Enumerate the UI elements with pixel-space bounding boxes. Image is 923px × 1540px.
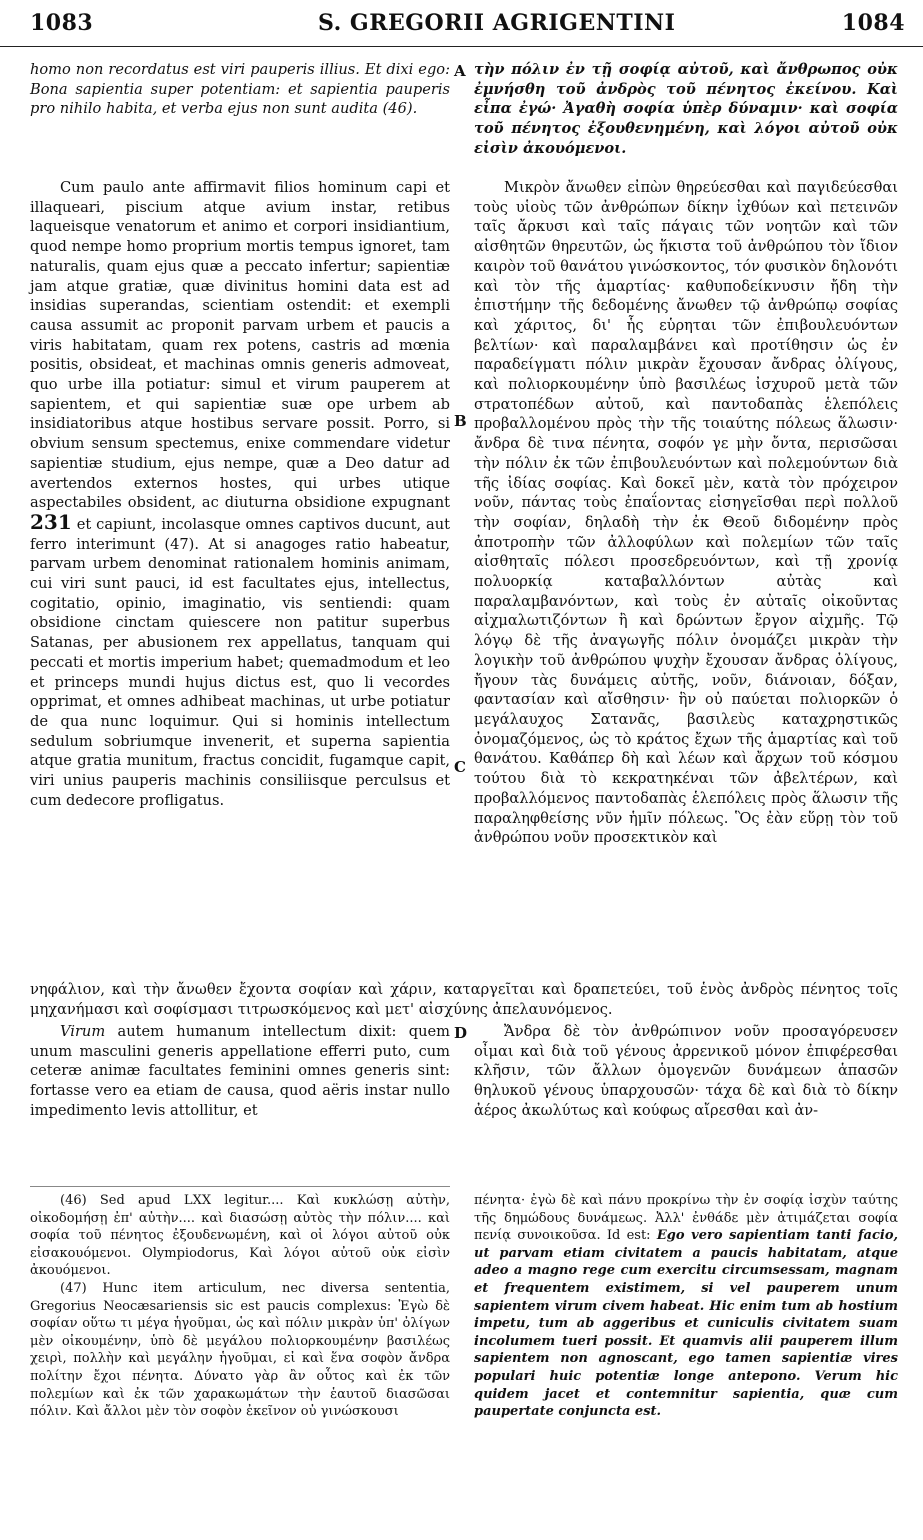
page-number-right: 1084 xyxy=(841,10,905,36)
footnote-47-latin: Ego vero sapientiam tanti facio, ut parvam etiam civitatem a paucis habitatam, atque adeo a magno rege cum exercitu circumsessam, magnam et frequentem existimem, si vel pauperem unum sapientem virum civem habeat. Hic enim tum ab hostium impetu, tum ab aggeribus et cuniculis civitatem suam incolumem tueri possit. Et quamvis alii pauperem illum sapientem non agnoscant, ego tamen sapientiæ vires populari huic potentiæ longe antepono. Verum hic quidem jacet et contemnitur sapientia, quæ cum paupertate conjuncta est. xyxy=(474,1228,899,1420)
section-marker-c: C xyxy=(454,758,466,776)
greek-intro: τὴν πόλιν ἐν τῇ σοφίᾳ αὐτοῦ, καὶ ἄνθρωπος οὐκ ἐμνήσθη τοῦ ἀνδρὸς τοῦ πένητος ἐκείνου. Καὶ εἶπα ἐγώ· Ἀγαθὴ σοφία ὑπὲρ δύναμιν· καὶ σοφία τοῦ πένητος ἐξουθενημένη, καὶ λόγοι αὐτοῦ οὐκ εἰσὶν ἀκουόμενοι. xyxy=(474,61,898,157)
greek-paragraph-1: Μικρὸν ἄνωθεν εἰπὼν θηρεύεσθαι καὶ παγιδεύεσθαι τοὺς υἱοὺς τῶν ἀνθρώπων δίκην ἰχθύων καὶ πετεινῶν ταῖς ἄρκυσι καὶ ταῖς πάγαις τῶν νοητῶν καὶ τῶν αἰσθητῶν θηρευτῶν, ὡς ἥκιστα τοῦ ἀνθρώπου τὸν ἴδιον καιρὸν τοῦ θανάτου γινώσκοντος, τόν φυσικὸν δηλονότι καὶ τὸν τῆς ἁμαρτίας· καθυποδείκνυσιν ἤδη τὴν ἐπιστήμην τῆς δεδομένης ἄνωθεν τῷ ἀνθρώπῳ σοφίας καὶ χάριτος, δι' ἧς εὑρηται τῶν ἐπιβουλευόντων βελτίων· καὶ παραλαμβάνει καὶ προτίθησιν ὡς ἐν παραδείγματι πόλιν μικρὰν ἔχουσαν ἄνδρας ὀλίγους, καὶ πολιορκουμένην ὑπὸ βασιλέως ἰσχυροῦ μετὰ τῶν στρατοπέδων αὐτοῦ, καὶ παντοδαπὰς ἑλεπόλεις προβαλλομένου πρὸς τὴν τῆς τοιαύτης πόλεως ἅλωσιν· ἄνδρα δὲ τινα πένητα, σοφόν γε μὴν ὄντα, περισῶσαι τὴν πόλιν ἐκ τῶν ἐπιβουλευόντων καὶ πολεμούντων διὰ τῆς ἰδίας σοφίας. Καὶ δοκεῖ μὲν, κατὰ τὸν πρόχειρον νοῦν, πάντας τοὺς ἐπαΐοντας εἰσηγεῖσθαι περὶ πολλοῦ τὴν σοφίαν, δηλαδὴ τὴν ἐκ Θεοῦ διδομένην πρὸς ἀποτροπὴν τῶν ἀλλοφύλων καὶ πολεμίων τῶν ταῖς αἰσθηταῖς πόλεσι προσεδρευόντων, καὶ τῇ χρονίᾳ πολυορκίᾳ καταβαλλόντων αὐτὰς καὶ παραλαμβανόντων, καὶ τοὺς ἐν αὐταῖς οἰκοῦντας αἰχμαλωτιζόντων ἢ καὶ δρώντων ἔργον αἰχμῆς. Τῷ λόγῳ δὲ τῆς ἀναγωγῆς πόλιν ὀνομάζει μικρὰν τὴν λογικὴν τοῦ ἀνθρώπου ψυχὴν ἔχουσαν ἄνδρας ὀλίγους, ἤγουν τὰς δυνάμεις αὐτῆς, νοῦν, διάνοιαν, δόξαν, φαντασίαν καὶ αἴσθησιν· ἣν οὐ παύεται πολιορκῶν ὁ μεγάλαυχος Σατανᾶς, βασιλεὺς καταχρηστικῶς ὀνομαζόμενος, ὡς τὸ κράτος ἔχων τῆς ἁμαρτίας καὶ τοῦ θανάτου. Καθάπερ δὴ καὶ λέων καὶ ἄρχων τοῦ κόσμου τούτου διὰ τὸ κεκρατηκέναι τῶν ἀβελτέρων, καὶ προβαλλόμενος παντοδαπὰς ἑλεπόλεις πρὸς ἅλωσιν τῆς παραληφθείσης νῦν ἡμῖν πόλεως. Ὃς ἐὰν εὕρῃ τὸν τοῦ ἀνθρώπου νοῦν προσεκτικὸν καὶ xyxy=(474,179,898,847)
section-marker-b: B xyxy=(454,412,467,430)
footnote-46: (46) Sed apud LXX legitur.... Καὶ κυκλώσῃ αὐτὴν, οἰκοδομήσῃ ἐπ' αὐτὴν.... καὶ διασώσῃ αὐτὸς τὴν πόλιν.... καὶ σοφία τοῦ πένητος ἐξουδενωμένη, καὶ οἱ λόγοι αὐτοῦ οὐκ εἰσακουόμενοι. Olympiodorus, Καὶ λόγοι αὐτοῦ οὐκ εἰσὶν ἀκουόμενοι. xyxy=(30,1193,450,1279)
footnote-47-id-est: Id est: xyxy=(606,1228,651,1244)
greek-full-width-line: νηφάλιον, καὶ τὴν ἄνωθεν ἔχοντα σοφίαν καὶ χάριν, καταργεῖται καὶ δραπετεύει, τοῦ ἑνὸς ἀνδρὸς πένητος τοῖς μηχανήμασι καὶ σοφίσμασι τιτρωσκόμενος καὶ μετ' αἰσχύνης ἀπελαυνόμενος. xyxy=(30,981,898,1018)
page-number-left: 1083 xyxy=(30,10,94,36)
latin-paragraph-2-lead: Virum xyxy=(60,1023,106,1040)
section-marker-a: A xyxy=(454,62,466,80)
latin-intro: homo non recordatus est viri pauperis illius. Et dixi ego: Bona sapientia super potentiam: et sapientia pauperis pro nihilo habita, et verba ejus non sunt audita (46). xyxy=(30,61,450,118)
latin-paragraph-1 xyxy=(30,178,450,811)
footnote-47-continued xyxy=(474,1192,898,1421)
footnote-47-greek: πένητα· ἐγὼ δὲ καὶ πάνυ προκρίνω τὴν ἐν σοφίᾳ ἰσχὺν ταύτης τῆς δημώδους δυνάμεως. Ἀλλ' ἐνθάδε μὲν ἀτιμάζεται σοφία πενίᾳ συνοικοῦσα. xyxy=(474,1193,898,1244)
latin-paragraph-1b: et capiunt, incolasque omnes captivos ducunt, aut ferro interimunt (47). At si anagoges ratio habeatur, parvam urbem denominat rationalem hominis animam, cui viri sunt pauci, id est facultates ejus, intellectus, cogitatio, opinio, imaginatio, vis sentiendi: quam obsidione cinctam quiescere non patitur superbus Satanas, per abusionem rex appellatus, tanquam qui peccati et mortis imperium habet; quemadmodum et leo et princeps mundi hujus dictus est, quo li vecordes opprimat, et omnes adhibeat machinas, ut urbe potiatur de qua nunc loquimur. Qui si hominis intellectum sedulum sobriumque invenerit, et superna sapientia atque gratia munitum, fractus concidit, fugamque capit, viri unius pauperis machinis consiliisque perculsus et cum dedecore profligatus. xyxy=(30,515,450,809)
page-header xyxy=(0,0,923,47)
running-title: S. GREGORII AGRIGENTINI xyxy=(318,10,676,36)
footnotes-left xyxy=(30,1192,450,1421)
footnote-47: (47) Hunc item articulum, nec diversa sententia, Gregorius Neocæsariensis sic est paucis complexus: Ἐγὼ δὲ σοφίαν οὕτω τι μέγα ἡγοῦμαι, ὡς καὶ πόλιν μικρὰν ὑπ' ὀλίγων μὲν οἰκουμένην, ὑπὸ δὲ μεγάλου πολιορκουμένην βασιλέως χειρὶ, πολλὴν καὶ μεγάλην ἡγοῦμαι, εἰ καὶ ἕνα σοφὸν ἄνδρα πολίτην ἔχοι πένητα. Δύνατο γὰρ ἂν οὗτος καὶ ἐκ τῶν πολεμίων καὶ ἐκ τῶν χαρακωμάτων τὴν ἑαυτοῦ διασῶσαι πόλιν. Καὶ ἄλλοι μὲν τὸν σοφὸν ἐκεῖνον οὐ γινώσκουσι xyxy=(30,1280,450,1420)
latin-paragraph-2-text: autem humanum intellectum dixit: quem unum masculini generis appellatione efferri puto, cum ceteræ animæ facultates feminini omnes generis sint: fortasse vero ea etiam de causa, quod aëris instar nullo impedimento levis attollitur, et xyxy=(30,1023,451,1119)
migne-column-number: 231 xyxy=(30,509,72,534)
latin-paragraph-2 xyxy=(30,1022,450,1121)
greek-paragraph-2: Ἄνδρα δὲ τὸν ἀνθρώπινον νοῦν προσαγόρευσεν οἶμαι καὶ διὰ τοῦ γένους ἀρρενικοῦ μόνον ἐπιφέρεσθαι κλῆσιν, τῶν ἄλλων ὁμογενῶν δυνάμεων ἁπασῶν θηλυκοῦ γένους ὑπαρχουσῶν· τάχα δὲ καὶ διὰ τὸ δίκην ἀέρος ἀκωλύτως καὶ κούφως αἴρεσθαι καὶ ἀν- xyxy=(474,1023,898,1119)
footnote-rule xyxy=(30,1186,450,1187)
section-marker-d: D xyxy=(454,1024,468,1042)
latin-paragraph-1a: Cum paulo ante affirmavit filios hominum capi et illaqueari, piscium atque avium instar, retibus laqueisque venatorum et animo et corpori insidiantium, quod nempe homo proprium mortis tempus ignoret, tam naturalis, quam ejus quæ a peccato infertur; sapientiæ jam atque gratiæ, quæ divinitus homini data est ad insidias superandas, scientiam ostendit: et exempli causa assumit ac proponit parvam urbem et paucis a viris habitatam, quam rex potens, castris ad mœnia positis, obsideat, et machinas omnis generis admoveat, quo urbe illa potiatur: simul et virum pauperem at sapientem, et qui sapientiæ suæ ope urbem ab insidiatoribus atque hostibus servare possit. Porro, si obvium sensum spectemus, enixe commendare videtur sapientiæ studium, ejus nempe, quæ a Deo datur ad avertendos externos hostes, qui urbes utique aspectabiles obsident, ac diuturna obsidione expugnant xyxy=(30,179,450,512)
